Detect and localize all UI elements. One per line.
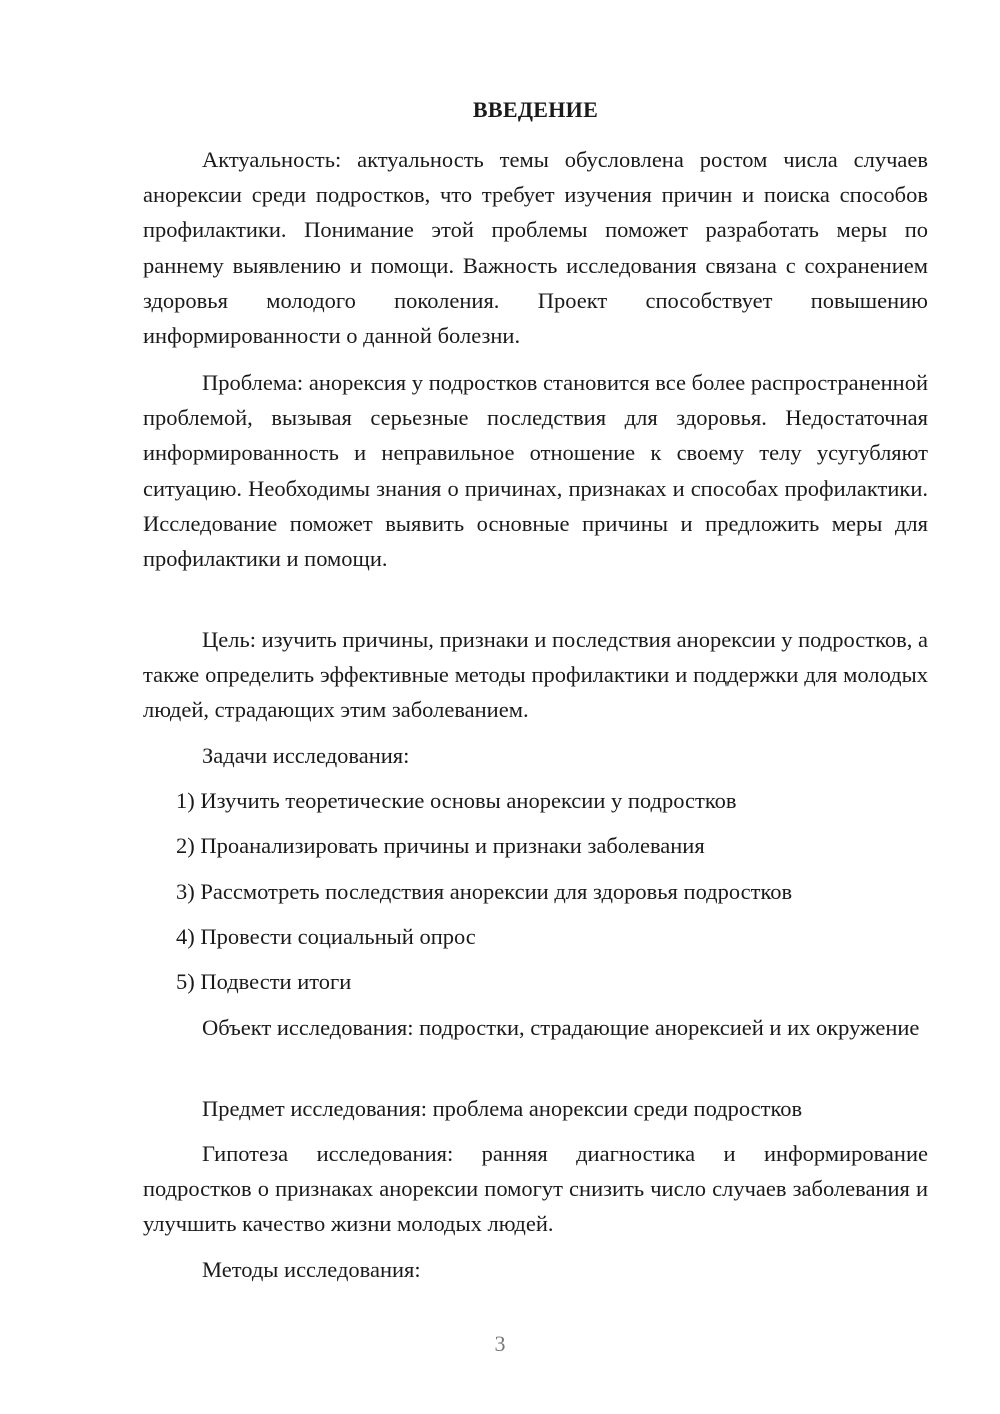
task-item: 3) Рассмотреть последствия анорексии для здоровья подростков [176, 879, 793, 904]
paragraph-object: Объект исследования: подростки, страдающие анорексией и их окружение [202, 1015, 920, 1040]
section-title: ВВЕДЕНИЕ [472, 97, 599, 122]
tasks-heading: Задачи исследования: [202, 743, 410, 768]
paragraph-hypothesis: Гипотеза исследования: ранняя диагностика и информирование подростков о признаках анорексии помогут снизить число случаев заболевания и улучшить качество жизни молодых людей. [143, 1141, 928, 1237]
paragraph-problem: Проблема: анорексия у подростков становится все более распространенной проблемой, вызывая серьезные последствия для здоровья. Недостаточная информированность и неправильное отношение к своему телу усугубляют ситуацию. Необходимы знания о причинах, признаках и способах профилактики. Исследование поможет выявить основные причины и предложить меры для профилактики и помощи. [143, 370, 928, 572]
task-item: 5) Подвести итоги [176, 969, 352, 994]
methods-heading: Методы исследования: [202, 1257, 421, 1282]
paragraph-relevance: Актуальность: актуальность темы обусловлена ростом числа случаев анорексии среди подростков, что требует изучения причин и поиска способов профилактики. Понимание этой проблемы поможет разработать меры по раннему выявлению и помощи. Важность исследования связана с сохранением здоровья молодого поколения. Проект способствует повышению информированности о данной болезни. [143, 147, 928, 349]
paragraph-goal: Цель: изучить причины, признаки и последствия анорексии у подростков, а также определить эффективные методы профилактики и поддержки для молодых людей, страдающих этим заболеванием. [143, 627, 928, 723]
paragraph-subject: Предмет исследования: проблема анорексии среди подростков [202, 1096, 803, 1121]
task-item: 4) Провести социальный опрос [176, 924, 476, 949]
task-item: 2) Проанализировать причины и признаки заболевания [176, 833, 705, 858]
task-item: 1) Изучить теоретические основы анорексии у подростков [176, 788, 737, 813]
page-number: 3 [494, 1331, 506, 1356]
